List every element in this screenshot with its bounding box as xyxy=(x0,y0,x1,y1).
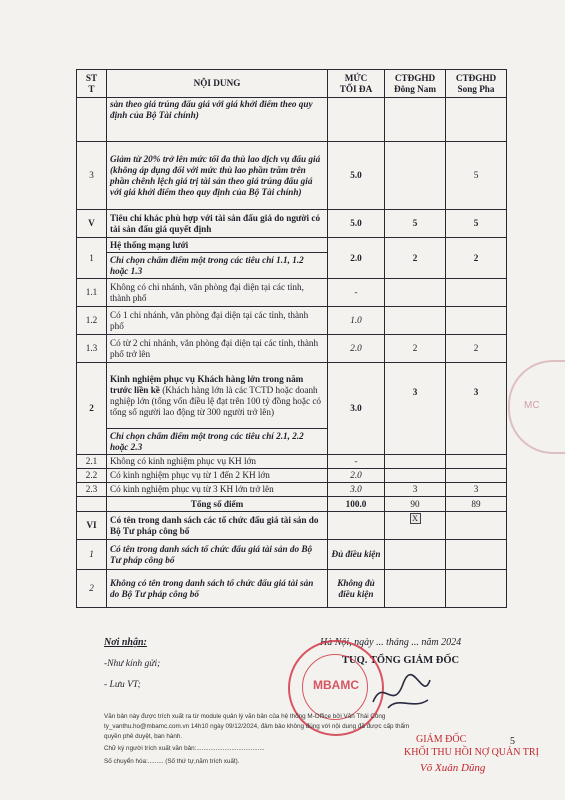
row-stt: 3 xyxy=(77,142,107,210)
row-text: Có 1 chi nhánh, văn phòng đại diện tại các tỉnh, thành phố xyxy=(107,307,328,335)
row-song-pha: 2 xyxy=(446,335,507,363)
sign-title-1: GIÁM ĐỐC xyxy=(416,734,467,745)
row-text: Không có kinh nghiệm phục vụ KH lớn xyxy=(107,455,328,469)
row-dong-nam: 3 xyxy=(385,483,446,497)
row-max: 3.0 xyxy=(328,363,385,455)
table-row xyxy=(77,335,507,363)
row-stt: 1.1 xyxy=(77,279,107,307)
row-text: Giảm từ 20% trở lên mức tối đa thù lao dịch vụ đấu giá (không áp dụng đối với mức thù lao phần trăm trên phần chênh lệch giá trị tài sản theo giá trúng đấu giá với giá khởi điểm theo quy định của Bộ Tài chính) xyxy=(107,142,328,210)
row-title-rest: (Khách hàng lớn là các TCTD hoặc doanh nghiệp lớn (tổng vốn điều lệ đạt trên 100 tỷ đồng hoặc có tổng số người lao động từ 300 người trở lên) xyxy=(110,384,322,417)
row-sub: Chỉ chọn chấm điểm một trong các tiêu chí 1.1, 1.2 hoặc 1.3 xyxy=(107,253,328,279)
table-header-row xyxy=(77,70,507,98)
row-max: - xyxy=(328,455,385,469)
row-title: Hệ thống mạng lưới xyxy=(107,238,328,253)
table-row xyxy=(77,238,507,253)
row-song-pha: 5 xyxy=(446,142,507,210)
row-text: Không có chi nhánh, văn phòng đại diện tại các tỉnh, thành phố xyxy=(107,279,328,307)
page-number: 5 xyxy=(510,736,515,747)
note-line-5: Số chuyển hóa:......... (Số thứ tự,năm trích xuất). xyxy=(104,758,240,765)
table-row xyxy=(77,307,507,335)
row-song-pha: 5 xyxy=(446,210,507,238)
table-row xyxy=(77,570,507,608)
table-row xyxy=(77,210,507,238)
row-max: 1.0 xyxy=(328,307,385,335)
row-dong-nam: 2 xyxy=(385,238,446,279)
row-text: Không có tên trong danh sách tổ chức đấu giá tài sản do Bộ Tư pháp công bố xyxy=(107,570,328,608)
row-max: 2.0 xyxy=(328,238,385,279)
total-max: 100.0 xyxy=(328,497,385,512)
row-max: 2.0 xyxy=(328,469,385,483)
row-stt: 1.2 xyxy=(77,307,107,335)
table-row xyxy=(77,540,507,570)
row-title: Kinh nghiệm phục vụ Khách hàng lớn trong năm trước liền kề xyxy=(110,373,304,395)
row-stt: 2.1 xyxy=(77,455,107,469)
row-text: Có từ 2 chi nhánh, văn phòng đại diện tại các tỉnh, thành phố trở lên xyxy=(107,335,328,363)
header-song-pha: CTĐGHD Song Pha xyxy=(446,70,507,98)
signature-mark xyxy=(368,672,438,716)
row-stt: 1 xyxy=(77,238,107,279)
row-text: Tiêu chí khác phù hợp với tài sản đấu giá do người có tài sản đấu giá quyết định xyxy=(107,210,328,238)
row-max: - xyxy=(328,279,385,307)
row-stt: 2 xyxy=(77,570,107,608)
seal-logo: MBAMC xyxy=(313,678,359,692)
note-line-1: Văn bản này được trích xuất ra từ module quản lý văn bản của hệ thống M-Office bởi Văn Thái Công xyxy=(104,713,386,720)
row-song-pha: 2 xyxy=(446,238,507,279)
row-max: 3.0 xyxy=(328,483,385,497)
row-stt: VI xyxy=(77,512,107,540)
checkbox-mark: X xyxy=(410,513,421,524)
row-dong-nam: 5 xyxy=(385,210,446,238)
total-label: Tổng số điểm xyxy=(107,497,328,512)
noi-nhan-label: Nơi nhận: xyxy=(104,637,147,648)
sign-title-2: KHỐI THU HỒI NỢ QUẢN TRỊ xyxy=(404,747,539,758)
row-text: Có tên trong danh sách tổ chức đấu giá tài sản do Bộ Tư pháp công bố xyxy=(107,540,328,570)
row-stt: 1 xyxy=(77,540,107,570)
header-noi-dung: NỘI DUNG xyxy=(107,70,328,98)
date-line: Hà Nội, ngày ... tháng ... năm 2024 xyxy=(320,637,462,648)
recipient-1: -Như kính gửi; xyxy=(104,659,161,669)
row-stt: 2.2 xyxy=(77,469,107,483)
tuq-title: TUQ. TỔNG GIÁM ĐỐC xyxy=(342,655,460,666)
row-stt: V xyxy=(77,210,107,238)
note-line-4: Chữ ký người trích xuất văn bản:....................................... xyxy=(104,745,265,752)
side-seal-text: MC xyxy=(524,400,540,411)
table-row xyxy=(77,455,507,469)
row-max: 2.0 xyxy=(328,335,385,363)
row-dong-nam: 2 xyxy=(385,335,446,363)
total-dong-nam: 90 xyxy=(385,497,446,512)
row-song-pha: 3 xyxy=(446,363,507,455)
row-text: Có kinh nghiệm phục vụ từ 3 KH lớn trở lên xyxy=(107,483,328,497)
note-line-3: quyền phê duyệt, ban hành. xyxy=(104,733,183,740)
row-max: 5.0 xyxy=(328,142,385,210)
table-row-total xyxy=(77,497,507,512)
row-title-cell xyxy=(107,363,328,429)
row-song-pha: 3 xyxy=(446,483,507,497)
row-text: Có kinh nghiệm phục vụ từ 1 đến 2 KH lớn xyxy=(107,469,328,483)
row-dong-nam: 3 xyxy=(385,363,446,455)
header-muc-toi-da: MỨC TỐI ĐA xyxy=(328,70,385,98)
row-sub: Chỉ chọn chấm điểm một trong các tiêu chí 2.1, 2.2 hoặc 2.3 xyxy=(107,429,328,455)
table-row xyxy=(77,363,507,429)
side-seal xyxy=(508,360,565,454)
header-stt: ST T xyxy=(77,70,107,98)
scoring-table xyxy=(76,69,507,608)
row-cont-text: sàn theo giá trúng đấu giá với giá khởi điểm theo quy định của Bộ Tài chính) xyxy=(107,98,328,142)
table-row xyxy=(77,279,507,307)
row-max: Không đủ điều kiện xyxy=(328,570,385,608)
note-line-2: ty_vanthu.ho@mbamc.com.vn 14h10 ngày 09/12/2024, đảm bảo không đúng với nội dung đã được cấp thẩm xyxy=(104,723,410,730)
table-row xyxy=(77,512,507,540)
total-song-pha: 89 xyxy=(446,497,507,512)
table-row xyxy=(77,98,507,142)
row-max: Đủ điều kiện xyxy=(328,540,385,570)
row-stt: 1.3 xyxy=(77,335,107,363)
row-text: Có tên trong danh sách các tổ chức đấu giá tài sản do Bộ Tư pháp công bố xyxy=(107,512,328,540)
header-dong-nam: CTĐGHD Đông Nam xyxy=(385,70,446,98)
row-stt: 2.3 xyxy=(77,483,107,497)
table-row xyxy=(77,142,507,210)
recipient-2: - Lưu VT; xyxy=(104,680,141,690)
table-row xyxy=(77,469,507,483)
sign-name: Võ Xuân Dũng xyxy=(420,762,486,774)
row-max: 5.0 xyxy=(328,210,385,238)
table-row xyxy=(77,483,507,497)
row-stt: 2 xyxy=(77,363,107,455)
